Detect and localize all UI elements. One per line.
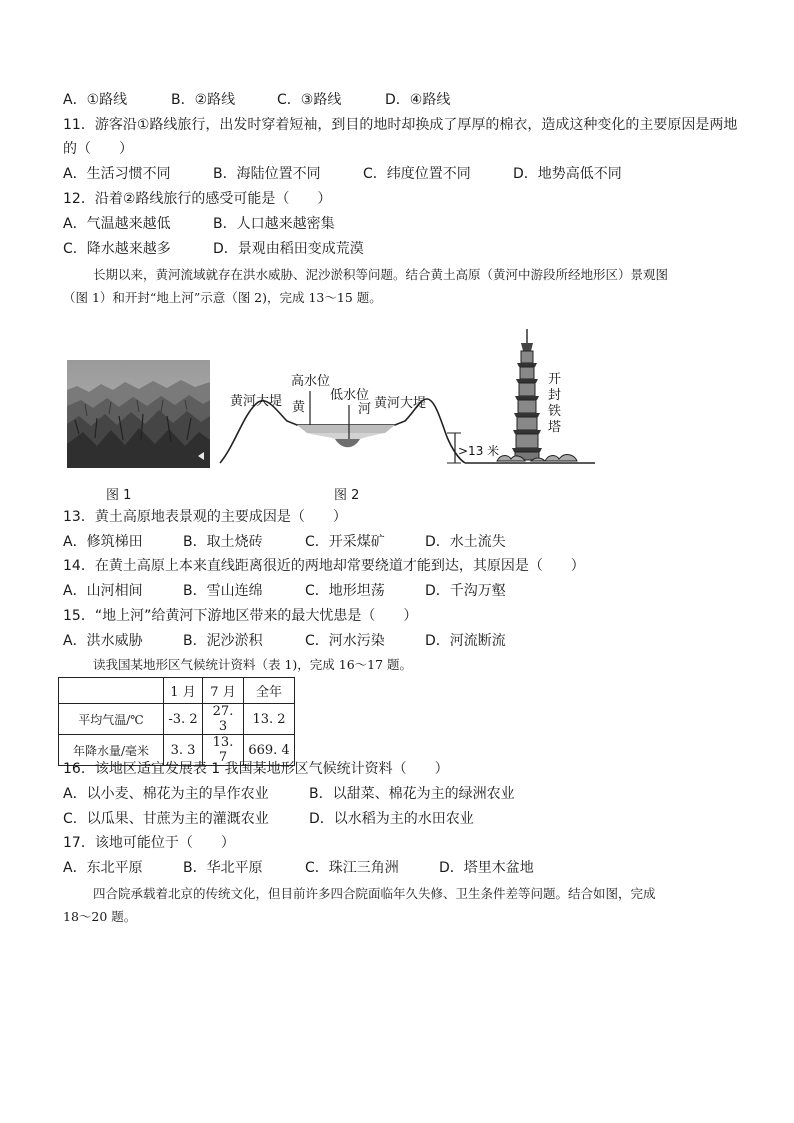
q16-options-row2 (63, 810, 474, 828)
q10-option-b: B．②路线 (171, 92, 236, 108)
q13-option-c: C．开采煤矿 (305, 534, 385, 550)
q11-option-c: C．纬度位置不同 (363, 166, 471, 182)
q13-stem: 13．黄土高原地表景观的主要成因是（ ） (63, 509, 347, 525)
fig2-label-high-water: 高水位 (291, 374, 331, 389)
q15-option-d: D．河流断流 (425, 633, 506, 649)
intro-18-20-line1: 四合院承载着北京的传统文化，但目前许多四合院面临年久失修、卫生条件差等问题。结合如图，完成 (93, 886, 656, 901)
q12-option-a: A．气温越来越低 (63, 216, 171, 232)
q11-stem-line2: 的（ ） (63, 141, 133, 157)
figure2-caption: 图 2 (334, 488, 360, 503)
table-cell: -3. 2 (164, 704, 203, 735)
q17-option-b: B．华北平原 (183, 860, 263, 876)
q10-option-c: C．③路线 (277, 92, 342, 108)
q11-options (63, 165, 622, 183)
fig2-label-height: >13 米 (458, 444, 500, 458)
climate-table (58, 677, 295, 766)
q13-options (63, 533, 506, 551)
q16-options-row1 (63, 785, 515, 803)
table-header-cell: 7 月 (203, 678, 244, 704)
q13-option-a: A．修筑梯田 (63, 534, 143, 550)
table-header-cell: 1 月 (164, 678, 203, 704)
q14-option-c: C．地形坦荡 (305, 583, 385, 599)
fig2-label-levee-left: 黄河大堤 (230, 394, 283, 409)
fig2-label-tower-3: 铁 (548, 404, 562, 419)
table-cell: 13. 7 (203, 735, 244, 766)
table-cell: 平均气温/℃ (59, 704, 164, 735)
q14-stem: 14．在黄土高原上本来直线距离很近的两地却常要绕道才能到达，其原因是（ ） (63, 558, 585, 574)
q13-option-b: B．取土烧砖 (183, 534, 263, 550)
q14-options (63, 582, 506, 600)
q12-option-c: C．降水越来越多 (63, 241, 171, 257)
q17-option-d: D．塔里木盆地 (439, 860, 534, 876)
q13-option-d: D．水土流失 (425, 534, 506, 550)
q16-option-b: B．以甜菜、棉花为主的绿洲农业 (309, 786, 515, 802)
table-cell: 3. 3 (164, 735, 203, 766)
q17-stem: 17．该地可能位于（ ） (63, 835, 235, 851)
kaifeng-iron-tower-icon (497, 329, 577, 461)
table-cell: 27. 3 (203, 704, 244, 735)
fig2-label-tower-4: 塔 (548, 420, 562, 435)
q12-options-row1 (63, 215, 335, 233)
intro-16-17: 读我国某地形区气候统计资料（表 1)，完成 16～17 题。 (93, 657, 413, 672)
q15-option-a: A．洪水威胁 (63, 633, 143, 649)
figure2-above-ground-river-diagram (215, 325, 615, 475)
q14-option-a: A．山河相间 (63, 583, 143, 599)
q11-option-b: B．海陆位置不同 (213, 166, 321, 182)
q12-options-row2 (63, 240, 364, 258)
table-header-cell: 全年 (244, 678, 295, 704)
q11-option-a: A．生活习惯不同 (63, 166, 171, 182)
intro-18-20-line2: 18～20 题。 (63, 909, 137, 924)
q16-stem: 16．该地区适宜发展表 1 我国某地形区气候统计资料（ ） (63, 761, 449, 777)
q12-stem: 12．沿着②路线旅行的感受可能是（ ） (63, 191, 332, 207)
fig2-label-huang: 黄 (292, 400, 306, 415)
table-header-cell (59, 678, 164, 704)
fig2-label-tower-1: 开 (548, 372, 562, 387)
q16-option-d: D．以水稻为主的水田农业 (309, 811, 474, 827)
table-header-row (59, 678, 295, 704)
q15-stem: 15．“地上河”给黄河下游地区带来的最大忧患是（ ） (63, 608, 418, 624)
table-cell: 669. 4 (244, 735, 295, 766)
table-cell: 年降水量/毫米 (59, 735, 164, 766)
q14-option-d: D．千沟万壑 (425, 583, 506, 599)
fig2-label-low-water: 低水位 (330, 388, 370, 403)
q15-options (63, 632, 506, 650)
fig2-label-he: 河 (358, 402, 372, 417)
intro-13-15-line1: 长期以来，黄河流域就存在洪水威胁、泥沙淤积等问题。结合黄土高原（黄河中游段所经地形区）景观图 (93, 267, 669, 282)
fig2-label-levee-right: 黄河大堤 (374, 396, 427, 411)
q10-options (63, 91, 450, 109)
q10-option-a: A．①路线 (63, 92, 128, 108)
q10-option-d: D．④路线 (385, 92, 451, 108)
figure1-caption: 图 1 (106, 488, 132, 503)
table-cell: 13. 2 (244, 704, 295, 735)
q16-option-c: C．以瓜果、甘蔗为主的灌溉农业 (63, 811, 269, 827)
q14-option-b: B．雪山连绵 (183, 583, 263, 599)
table-row (59, 704, 295, 735)
intro-13-15-line2: （图 1）和开封“地上河”示意（图 2)，完成 13～15 题。 (63, 290, 382, 305)
q17-options (63, 859, 534, 877)
q12-option-d: D．景观由稻田变成荒漠 (213, 241, 364, 257)
q15-option-c: C．河水污染 (305, 633, 385, 649)
q17-option-c: C．珠江三角洲 (305, 860, 399, 876)
q12-option-b: B．人口越来越密集 (213, 216, 335, 232)
q11-option-d: D．地势高低不同 (513, 166, 622, 182)
q15-option-b: B．泥沙淤积 (183, 633, 263, 649)
q17-option-a: A．东北平原 (63, 860, 143, 876)
figure1-loess-plateau-photo (67, 360, 210, 468)
q11-stem-line1: 11．游客沿①路线旅行，出发时穿着短袖，到目的地时却换成了厚厚的棉衣，造成这种变化的主要原因是两地 (63, 117, 738, 133)
q16-option-a: A．以小麦、棉花为主的旱作农业 (63, 786, 269, 802)
fig2-label-tower-2: 封 (548, 388, 562, 403)
